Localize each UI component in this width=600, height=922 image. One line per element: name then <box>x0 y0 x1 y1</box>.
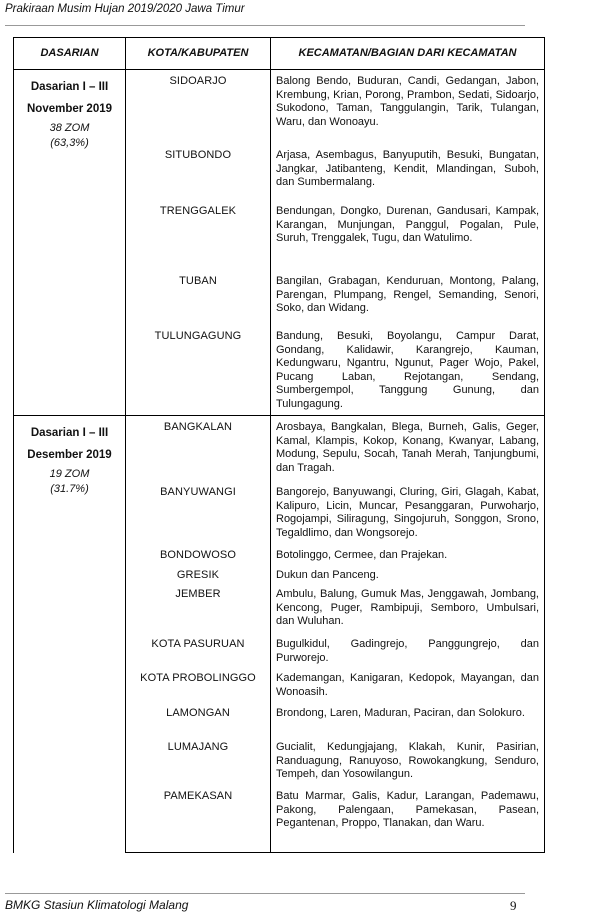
zom-count: 38 ZOM <box>49 122 90 134</box>
kecamatan-cell: Bangilan, Grabagan, Kenduruan, Montong, Palang, Parengan, Plumpang, Rengel, Semanding, Senori, Soko, dan Widang. <box>271 270 545 325</box>
kota-cell: KOTA PROBOLINGGO <box>126 667 271 702</box>
footer-institution: BMKG Stasiun Klimatologi Malang <box>5 898 189 912</box>
dasarian-period: Dasarian I – III <box>30 81 109 93</box>
zom-percentage: (63,3%) <box>50 136 89 149</box>
column-header-kota: KOTA/KABUPATEN <box>126 38 271 70</box>
kecamatan-cell: Botolinggo, Cermee, dan Prajekan. <box>271 544 545 564</box>
kecamatan-cell: Arosbaya, Bangkalan, Blega, Burneh, Galis, Geger, Kamal, Klampis, Kokop, Konang, Kwanyar, Labang, Modung, Sepulu, Socah, Tanah Merah, Tanjungbumi, dan Tragah. <box>271 416 545 482</box>
zom-count: 19 ZOM <box>49 468 90 480</box>
column-header-kecamatan: KECAMATAN/BAGIAN DARI KECAMATAN <box>271 38 545 70</box>
kecamatan-cell: Batu Marmar, Galis, Kadur, Larangan, Pademawu, Pakong, Palengaan, Pamekasan, Pasean, Pegantenan, Proppo, Tlanakan, dan Waru. <box>271 785 545 853</box>
kota-cell: BANYUWANGI <box>126 481 271 544</box>
kecamatan-cell: Bandung, Besuki, Boyolangu, Campur Darat, Gondang, Kalidawir, Karangrejo, Kauman, Kedungwaru, Ngantru, Ngunut, Pager Wojo, Pakel, Pucang Laban, Rejotangan, Sendang, Sumbergempol, Tanggung Gunung, dan Tulungagung. <box>271 325 545 416</box>
forecast-table <box>13 37 545 853</box>
dasarian-cell-desember <box>14 416 126 853</box>
kota-cell: JEMBER <box>126 583 271 633</box>
table-row <box>14 416 545 482</box>
kecamatan-cell: Brondong, Laren, Maduran, Paciran, dan Solokuro. <box>271 702 545 736</box>
kecamatan-cell: Bugulkidul, Gadingrejo, Panggungrejo, dan Purworejo. <box>271 633 545 667</box>
footer-rule <box>5 893 525 894</box>
zom-percentage: (31.7%) <box>50 482 89 495</box>
kecamatan-cell: Ambulu, Balung, Gumuk Mas, Jenggawah, Jombang, Kencong, Puger, Rambipuji, Semboro, Umbulsari, dan Wuluhan. <box>271 583 545 633</box>
header-rule <box>5 25 525 26</box>
dasarian-month: Desember 2019 <box>27 449 112 461</box>
kota-cell: KOTA PASURUAN <box>126 633 271 667</box>
kota-cell: TRENGGALEK <box>126 200 271 270</box>
dasarian-period: Dasarian I – III <box>30 427 109 439</box>
table-header-row <box>14 38 545 70</box>
kota-cell: GRESIK <box>126 564 271 583</box>
kota-cell: TULUNGAGUNG <box>126 325 271 416</box>
table-row <box>14 70 545 145</box>
kecamatan-cell: Balong Bendo, Buduran, Candi, Gedangan, Jabon, Krembung, Krian, Porong, Prambon, Sedati, Sidoarjo, Sukodono, Taman, Tanggulangin, Tarik, Tulangan, Waru, dan Wonoayu. <box>271 70 545 145</box>
kota-cell: TUBAN <box>126 270 271 325</box>
dasarian-month: November 2019 <box>26 103 113 115</box>
kecamatan-cell: Gucialit, Kedungjajang, Klakah, Kunir, Pasirian, Randuagung, Ranuyoso, Rowokangkung, Senduro, Tempeh, dan Yosowilangun. <box>271 736 545 785</box>
kecamatan-cell: Kademangan, Kanigaran, Kedopok, Mayangan, dan Wonoasih. <box>271 667 545 702</box>
running-header: Prakiraan Musim Hujan 2019/2020 Jawa Timur <box>5 3 245 15</box>
kecamatan-cell: Bangorejo, Banyuwangi, Cluring, Giri, Glagah, Kabat, Kalipuro, Licin, Muncar, Pesanggaran, Purwoharjo, Rogojampi, Siliragung, Singojuruh, Songgon, Srono, Tegaldlimo, dan Wongsorejo. <box>271 481 545 544</box>
page-number: 9 <box>510 898 517 913</box>
kota-cell: SIDOARJO <box>126 70 271 145</box>
dasarian-cell-november <box>14 70 126 416</box>
kota-cell: SITUBONDO <box>126 144 271 200</box>
kecamatan-cell: Dukun dan Panceng. <box>271 564 545 583</box>
kota-cell: LAMONGAN <box>126 702 271 736</box>
kota-cell: LUMAJANG <box>126 736 271 785</box>
kecamatan-cell: Bendungan, Dongko, Durenan, Gandusari, Kampak, Karangan, Munjungan, Panggul, Pogalan, Pule, Suruh, Trenggalek, Tugu, dan Watulimo. <box>271 200 545 270</box>
column-header-dasarian: DASARIAN <box>14 38 126 70</box>
kota-cell: BANGKALAN <box>126 416 271 482</box>
kota-cell: BONDOWOSO <box>126 544 271 564</box>
kota-cell: PAMEKASAN <box>126 785 271 853</box>
kecamatan-cell: Arjasa, Asembagus, Banyuputih, Besuki, Bungatan, Jangkar, Jatibanteng, Kendit, Mlandingan, Suboh, dan Sumbermalang. <box>271 144 545 200</box>
